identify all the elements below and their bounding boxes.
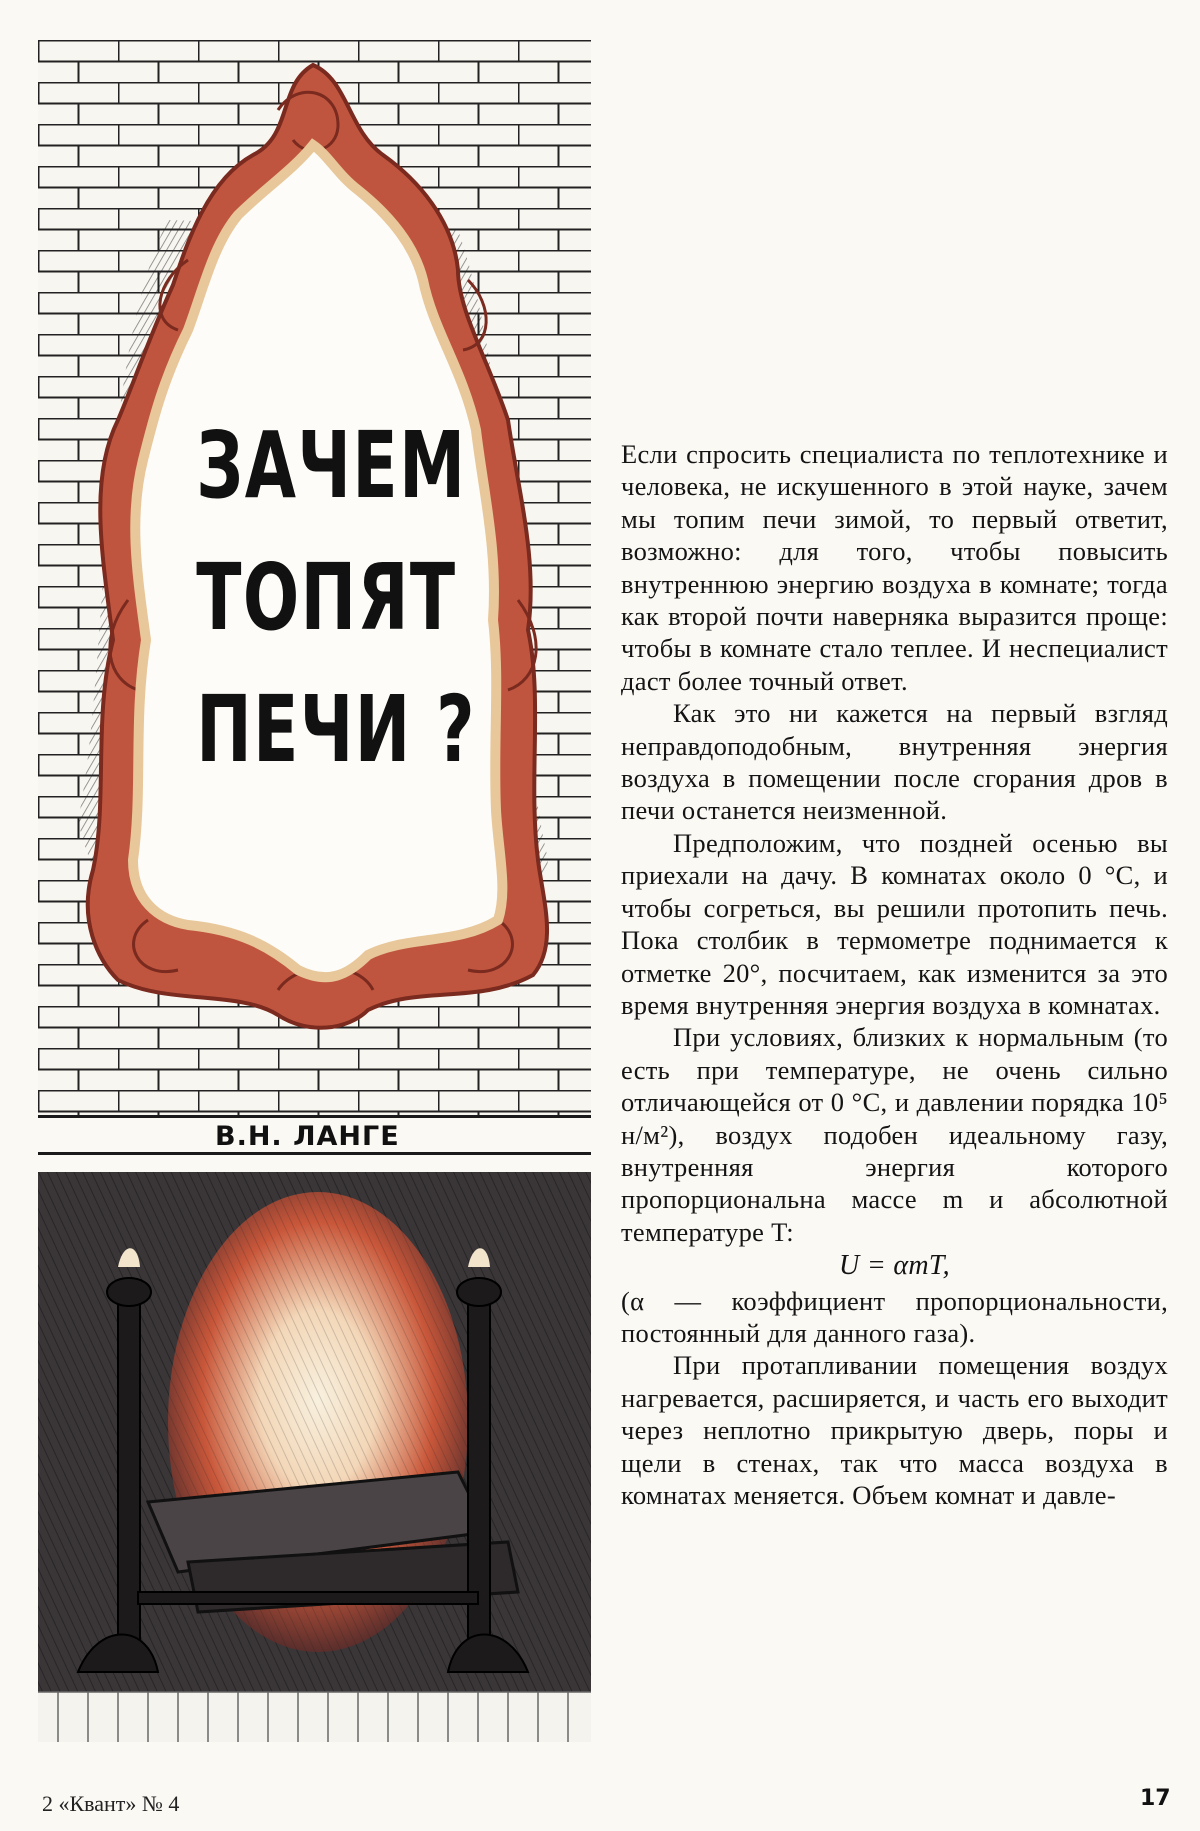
title-line-2: ТОПЯТ bbox=[196, 544, 457, 651]
author-name: В.Н. ЛАНГЕ bbox=[215, 1121, 400, 1152]
footer-journal-issue: 2 «Квант» № 4 bbox=[42, 1791, 180, 1816]
page-number: 17 bbox=[1140, 1786, 1171, 1811]
article-title bbox=[196, 400, 476, 796]
author-rule-bottom bbox=[38, 1152, 591, 1155]
paragraph-2: Как это ни кажется на первый взгляд неправдоподобным, внутренняя энергия воздуха в помещении после сгорания дров в печи останется неизменной. bbox=[621, 698, 1168, 826]
article-body bbox=[621, 438, 1168, 1511]
paragraph-3: Предположим, что поздней осенью вы приехали на дачу. В комнатах около 0 °С, и чтобы согреться, вы решили протопить печь. Пока столбик в термометре поднимается к отметке 20°, посчитаем, как изменится за это время внутренняя энергия воздуха в комнатах. bbox=[621, 827, 1168, 1020]
fireplace-illustration bbox=[38, 1172, 591, 1742]
author-rule-top bbox=[38, 1115, 591, 1118]
paragraph-formula-note: (α — коэффициент пропорциональности, постоянный для данного газа). bbox=[621, 1285, 1168, 1348]
title-line-1: ЗАЧЕМ bbox=[196, 412, 467, 519]
formula-internal-energy: U = αmT, bbox=[839, 1250, 950, 1282]
paragraph-5: При протапливании помещения воздух нагревается, расширяется, и часть его выходит через неплотно прикрытую дверь, поры и щели в стенах, так что масса воздуха в комнатах меняется. Объем комнат и давле- bbox=[621, 1350, 1168, 1510]
paragraph-4: При условиях, близких к нормальным (то есть при температуре, не очень сильно отличающейся от 0 °С, и давлении порядка 10⁵ н/м²), воздух подобен идеальному газу, внутренняя энергия которого пропорциональна массе m и абсолютной температуре T: bbox=[621, 1022, 1168, 1247]
title-line-3: ПЕЧИ ? bbox=[196, 676, 476, 783]
paragraph-1: Если спросить специалиста по теплотехнике и человека, не искушенного в этой науке, зачем мы топим печи зимой, то первый ответит, возможно: для того, чтобы повысить внутреннюю энергию воздуха в комнате; тогда как второй почти наверняка выразится проще: чтобы в комнате стало теплее. И неспециалист даст более точный ответ. bbox=[621, 439, 1168, 696]
